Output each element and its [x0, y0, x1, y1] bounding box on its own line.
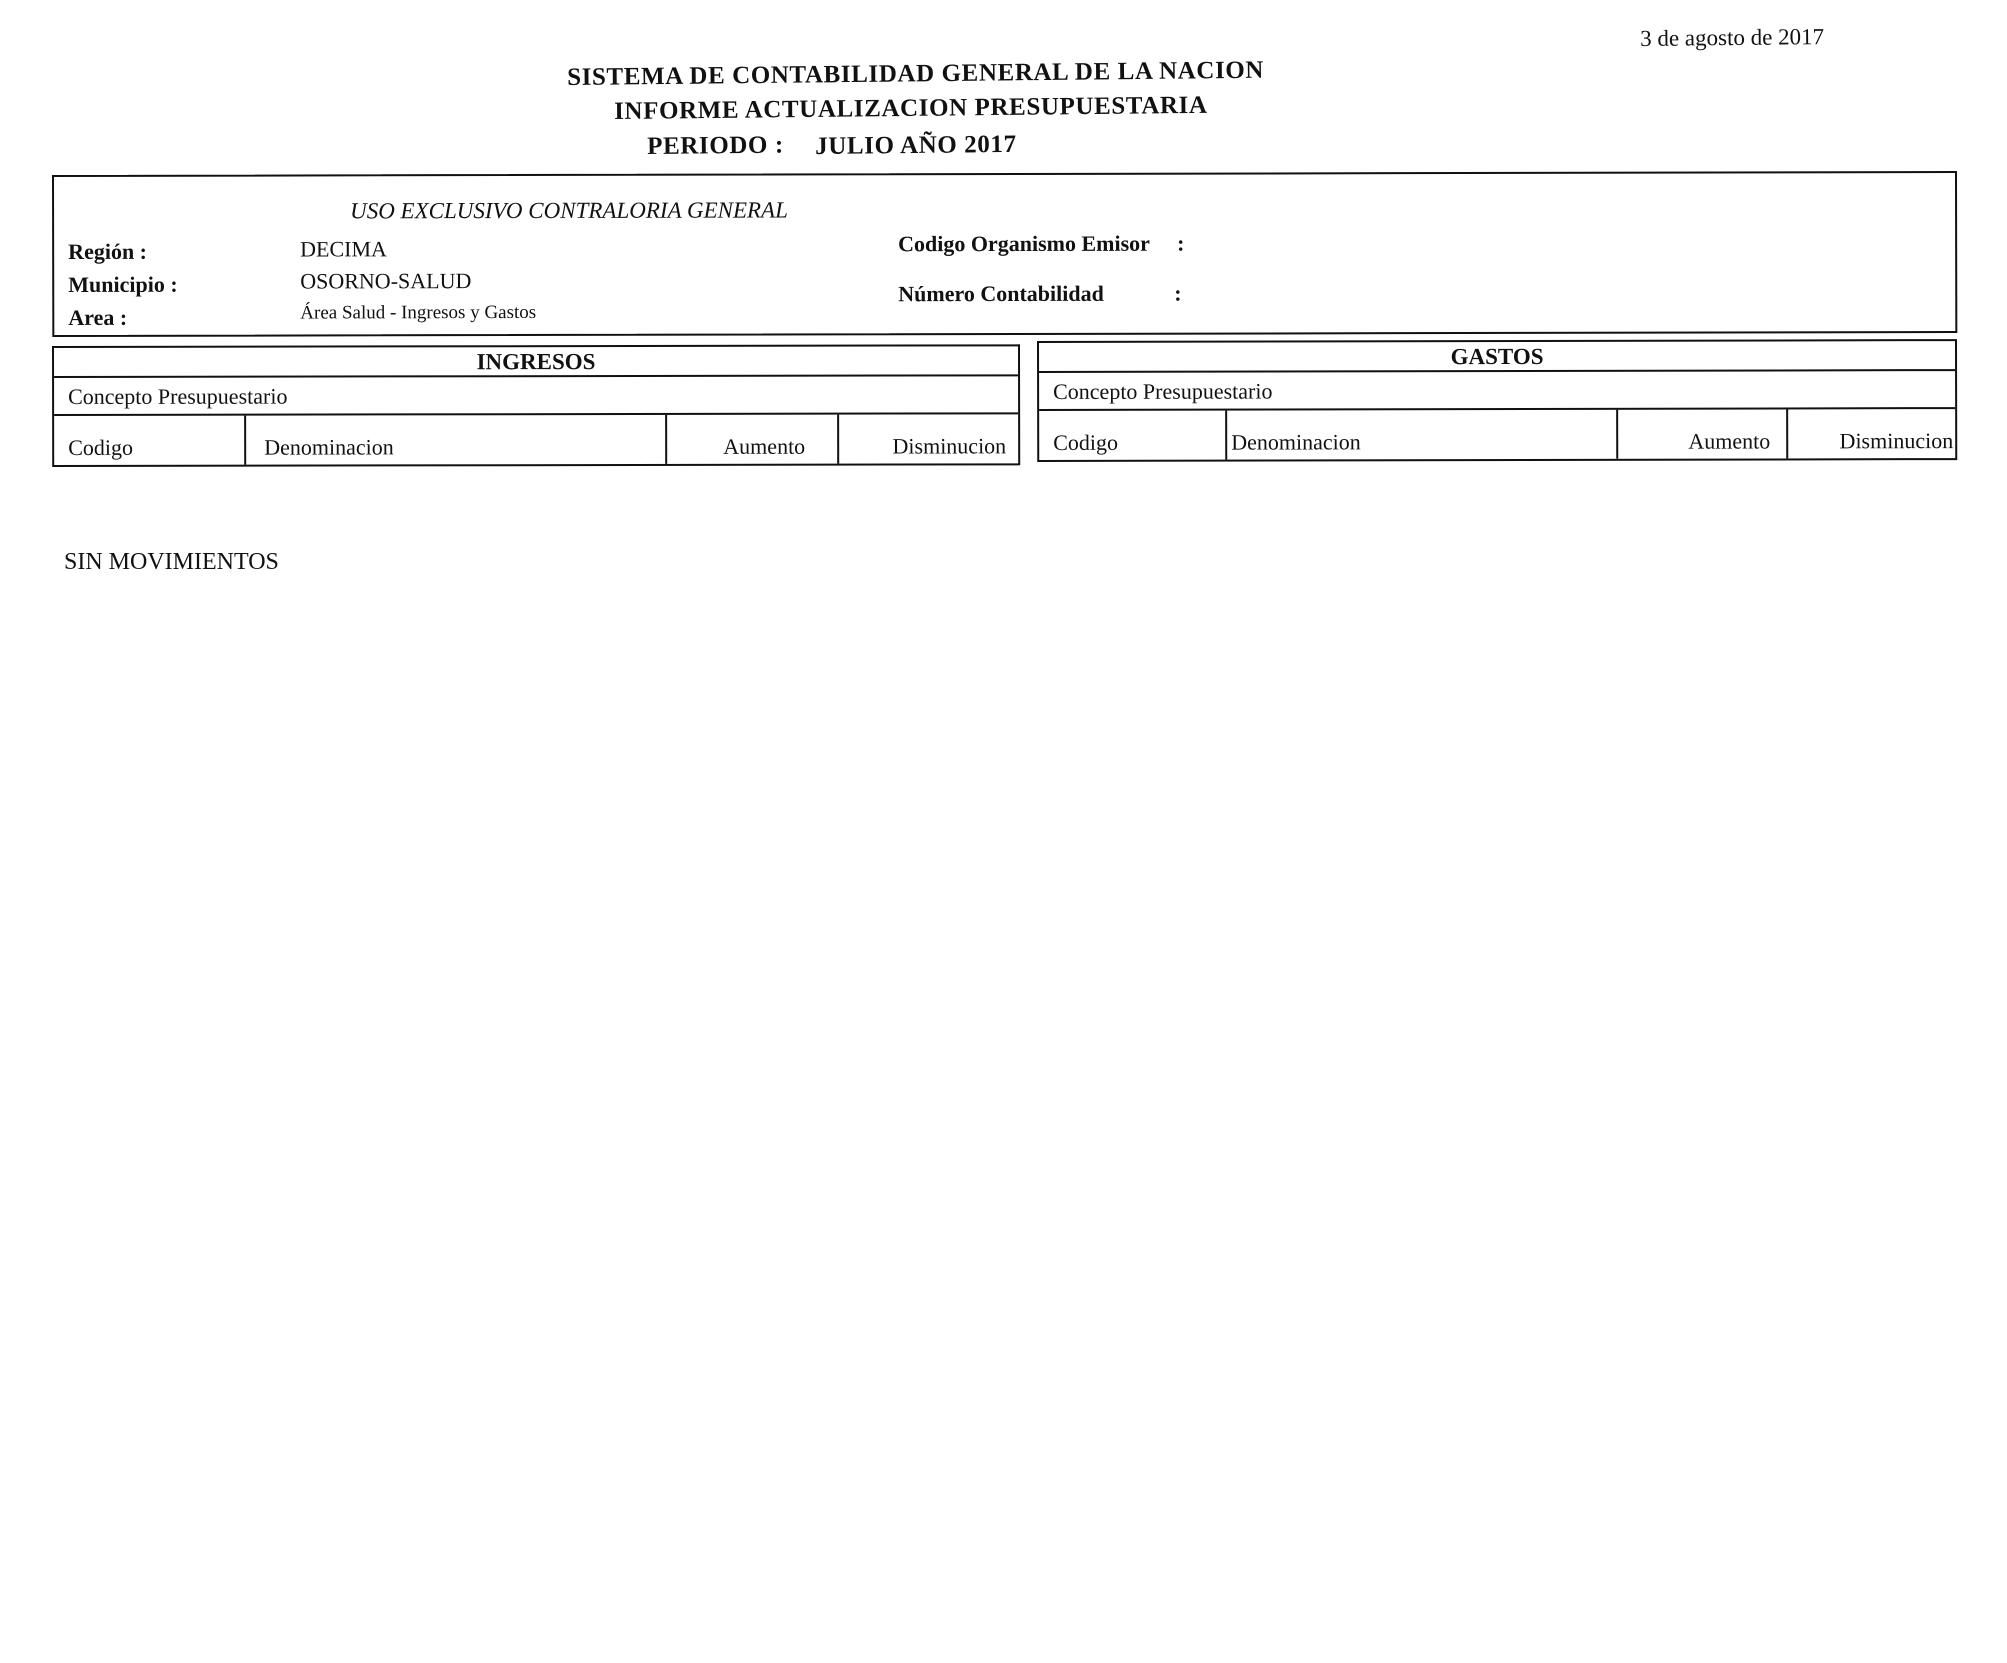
gastos-title: GASTOS — [1039, 341, 1955, 373]
no-movements-text: SIN MOVIMIENTOS — [64, 549, 279, 575]
area-value: Área Salud - Ingresos y Gastos — [300, 301, 537, 324]
report-date: 3 de agosto de 2017 — [1640, 24, 1825, 51]
municipio-value: OSORNO-SALUD — [300, 268, 472, 294]
accounting-number-label: Número Contabilidad — [898, 280, 1104, 307]
ingresos-col-codigo: Codigo — [68, 434, 133, 460]
exclusive-use-note: USO EXCLUSIVO CONTRALORIA GENERAL — [350, 197, 788, 224]
region-value: DECIMA — [300, 236, 387, 262]
ingresos-column-headers — [54, 414, 1018, 465]
ingresos-col-disminucion: Disminucion — [837, 414, 1018, 463]
ingresos-col-aumento: Aumento — [665, 415, 837, 464]
report-title-informe: INFORME ACTUALIZACION PRESUPUESTARIA — [614, 91, 1208, 125]
accounting-number-colon: : — [1174, 280, 1182, 306]
area-label: Area : — [68, 304, 128, 330]
ingresos-title: INGRESOS — [54, 346, 1018, 378]
gastos-col-disminucion: Disminucion — [1786, 409, 1955, 458]
ingresos-concept-header: Concepto Presupuestario — [54, 376, 1018, 416]
emisor-code-colon: : — [1177, 230, 1185, 256]
ingresos-table — [52, 344, 1020, 467]
ingresos-col-denominacion: Denominacion — [244, 415, 665, 465]
entity-info-box — [52, 171, 1957, 337]
emisor-code-label: Codigo Organismo Emisor — [898, 230, 1150, 257]
gastos-col-codigo: Codigo — [1053, 429, 1119, 455]
gastos-column-headers — [1039, 409, 1955, 460]
gastos-col-denominacion: Denominacion — [1225, 410, 1616, 460]
municipio-label: Municipio : — [68, 271, 178, 297]
gastos-col-aumento: Aumento — [1616, 409, 1786, 458]
gastos-concept-header: Concepto Presupuestario — [1039, 371, 1955, 411]
report-title-system: SISTEMA DE CONTABILIDAD GENERAL DE LA NACION — [567, 56, 1265, 91]
period-value: JULIO AÑO 2017 — [815, 130, 1017, 160]
region-label: Región : — [68, 238, 148, 264]
period-label: PERIODO : — [647, 131, 784, 160]
gastos-table — [1037, 339, 1957, 462]
